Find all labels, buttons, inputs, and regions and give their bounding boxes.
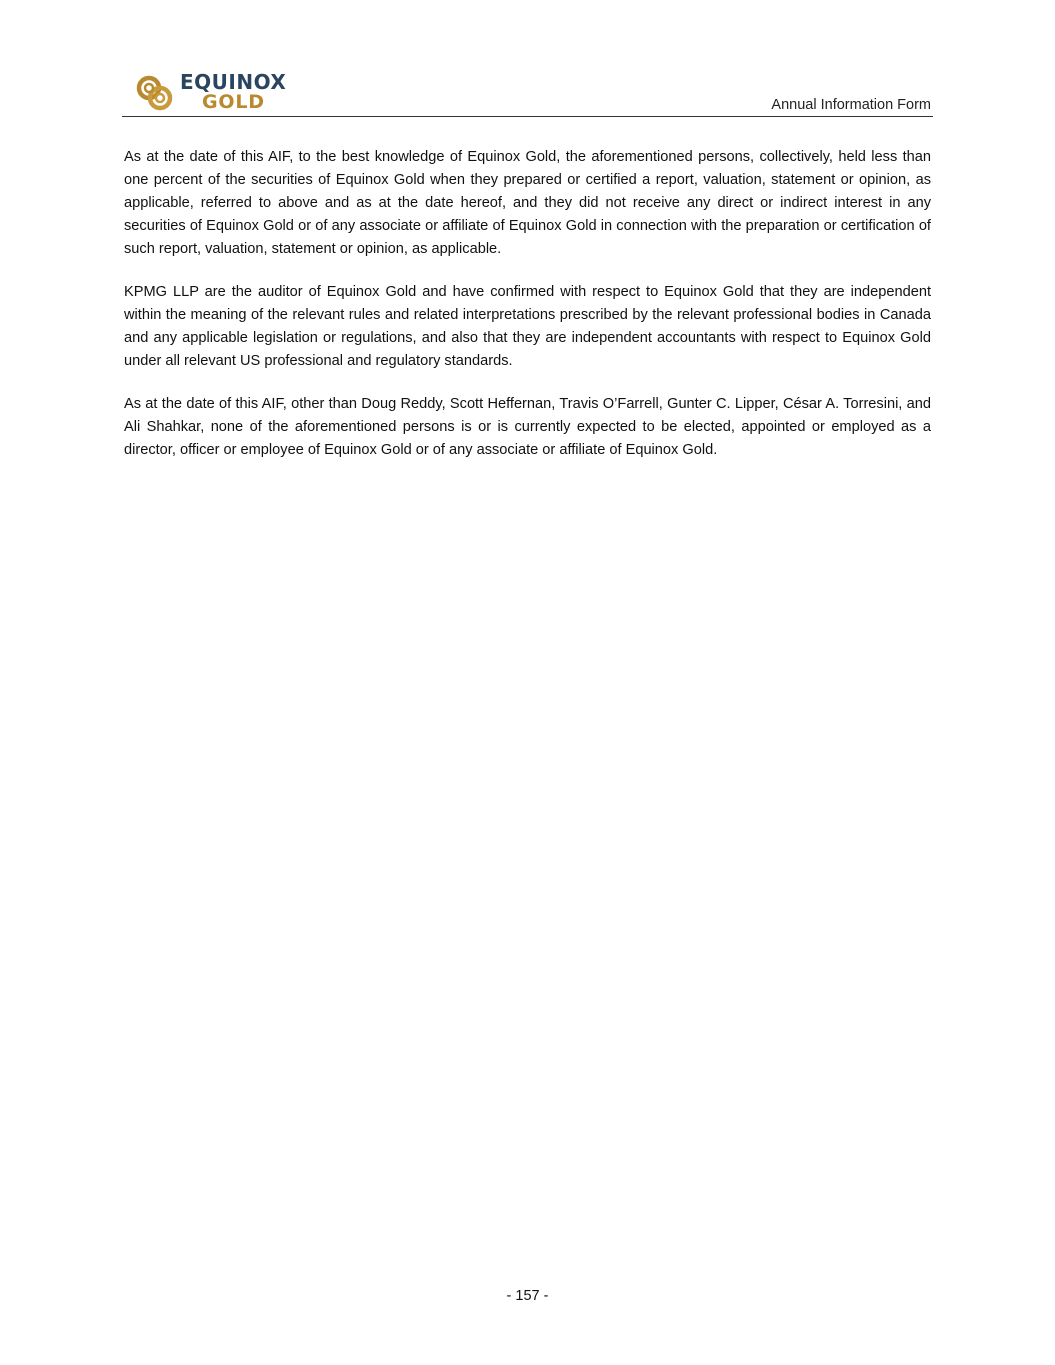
logo-wordmark-gold: GOLD	[202, 91, 265, 113]
equinox-gold-logo-icon	[134, 72, 176, 114]
page-number: - 157 -	[506, 1288, 549, 1304]
company-logo	[134, 70, 304, 114]
body-paragraph: As at the date of this AIF, to the best knowledge of Equinox Gold, the aforementioned persons, collectively, held less than one percent of the securities of Equinox Gold when they prepared or certified a report, valuation, statement or opinion, as applicable, referred to above and as at the date hereof, and they did not receive any direct or indirect interest in any securities of Equinox Gold or of any associate or affiliate of Equinox Gold in connection with the preparation or certification of such report, valuation, statement or opinion, as applicable.	[124, 149, 931, 257]
body-paragraph: As at the date of this AIF, other than Doug Reddy, Scott Heffernan, Travis O’Farrell, Gunter C. Lipper, César A. Torresini, and Ali Shahkar, none of the aforementioned persons is or is currently expected to be elected, appointed or employed as a director, officer or employee of Equinox Gold or of any associate or affiliate of Equinox Gold.	[124, 396, 931, 458]
document-body	[124, 146, 931, 482]
logo-wordmark-equinox: EQUINOX	[180, 70, 287, 94]
body-paragraph: KPMG LLP are the auditor of Equinox Gold and have confirmed with respect to Equinox Gold that they are independent within the meaning of the relevant rules and related interpretations prescribed by the relevant professional bodies in Canada and any applicable legislation or regulations, and also that they are independent accountants with respect to Equinox Gold under all relevant US professional and regulatory standards.	[124, 284, 931, 369]
document-title: Annual Information Form	[771, 97, 931, 113]
page-header	[122, 66, 933, 117]
